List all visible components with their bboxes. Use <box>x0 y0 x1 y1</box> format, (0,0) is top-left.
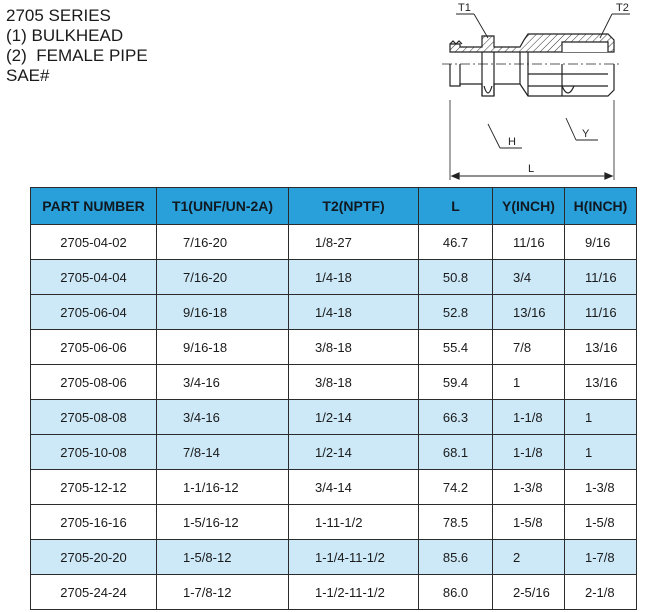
sae-label: SAE# <box>6 66 50 85</box>
cell-part-number: 2705-10-08 <box>31 435 157 470</box>
cell-t2: 1/4-18 <box>289 260 419 295</box>
variant-bulkhead: (1) BULKHEAD <box>6 26 124 45</box>
cell-h: 1 <box>565 400 637 435</box>
cell-l: 52.8 <box>419 295 493 330</box>
cell-t1: 1-5/16-12 <box>157 505 289 540</box>
cell-part-number: 2705-24-24 <box>31 575 157 610</box>
cell-h: 1-7/8 <box>565 540 637 575</box>
cell-l: 78.5 <box>419 505 493 540</box>
cell-l: 50.8 <box>419 260 493 295</box>
cell-t1: 1-7/8-12 <box>157 575 289 610</box>
cell-part-number: 2705-20-20 <box>31 540 157 575</box>
cell-t1: 7/16-20 <box>157 225 289 260</box>
y-label: Y <box>582 128 590 140</box>
cell-y: 13/16 <box>493 295 565 330</box>
cell-t2: 1-1/2-11-1/2 <box>289 575 419 610</box>
cell-t2: 1-1/4-11-1/2 <box>289 540 419 575</box>
table-body <box>31 225 637 610</box>
cell-y: 2-5/16 <box>493 575 565 610</box>
cell-y: 1-1/8 <box>493 435 565 470</box>
column-header-y: Y(INCH) <box>493 188 565 225</box>
cell-t2: 1/2-14 <box>289 435 419 470</box>
cell-y: 1 <box>493 365 565 400</box>
cell-l: 68.1 <box>419 435 493 470</box>
cell-l: 59.4 <box>419 365 493 400</box>
fitting-diagram <box>436 0 652 186</box>
cell-part-number: 2705-06-04 <box>31 295 157 330</box>
table-row <box>31 540 637 575</box>
cell-y: 7/8 <box>493 330 565 365</box>
cell-part-number: 2705-08-08 <box>31 400 157 435</box>
cell-t2: 1-11-1/2 <box>289 505 419 540</box>
h-label: H <box>508 136 516 148</box>
cell-part-number: 2705-12-12 <box>31 470 157 505</box>
cell-h: 11/16 <box>565 260 637 295</box>
l-label: L <box>528 163 535 175</box>
cell-t2: 3/4-14 <box>289 470 419 505</box>
cell-y: 11/16 <box>493 225 565 260</box>
cell-t1: 1-1/16-12 <box>157 470 289 505</box>
cell-y: 1-5/8 <box>493 505 565 540</box>
cell-h: 1-5/8 <box>565 505 637 540</box>
table-row <box>31 435 637 470</box>
cell-t1: 3/4-16 <box>157 365 289 400</box>
column-header-h: H(INCH) <box>565 188 637 225</box>
table-row <box>31 505 637 540</box>
cell-h: 13/16 <box>565 330 637 365</box>
cell-h: 1-3/8 <box>565 470 637 505</box>
table-header-row <box>31 188 637 225</box>
series-header <box>6 6 148 86</box>
cell-l: 46.7 <box>419 225 493 260</box>
cell-l: 86.0 <box>419 575 493 610</box>
spec-table <box>30 187 637 610</box>
series-title: 2705 SERIES <box>6 6 111 25</box>
cell-part-number: 2705-04-04 <box>31 260 157 295</box>
cell-t2: 3/8-18 <box>289 365 419 400</box>
column-header-t2: T2(NPTF) <box>289 188 419 225</box>
cell-part-number: 2705-06-06 <box>31 330 157 365</box>
cell-y: 1-3/8 <box>493 470 565 505</box>
cell-y: 3/4 <box>493 260 565 295</box>
t2-label: T2 <box>616 2 629 14</box>
cell-t2: 1/4-18 <box>289 295 419 330</box>
cell-t1: 3/4-16 <box>157 400 289 435</box>
cell-l: 66.3 <box>419 400 493 435</box>
cell-l: 55.4 <box>419 330 493 365</box>
t1-label: T1 <box>458 2 471 14</box>
cell-h: 9/16 <box>565 225 637 260</box>
cell-h: 2-1/8 <box>565 575 637 610</box>
cell-t2: 1/8-27 <box>289 225 419 260</box>
table-row <box>31 225 637 260</box>
table-row <box>31 575 637 610</box>
cell-t1: 9/16-18 <box>157 295 289 330</box>
table-row <box>31 260 637 295</box>
variant-female-pipe: (2) FEMALE PIPE <box>6 46 148 65</box>
cell-y: 2 <box>493 540 565 575</box>
cell-t2: 3/8-18 <box>289 330 419 365</box>
cell-l: 85.6 <box>419 540 493 575</box>
cell-t1: 1-5/8-12 <box>157 540 289 575</box>
cell-t2: 1/2-14 <box>289 400 419 435</box>
table-row <box>31 330 637 365</box>
cell-y: 1-1/8 <box>493 400 565 435</box>
cell-h: 1 <box>565 435 637 470</box>
column-header-t1: T1(UNF/UN-2A) <box>157 188 289 225</box>
cell-h: 13/16 <box>565 365 637 400</box>
cell-l: 74.2 <box>419 470 493 505</box>
column-header-part-number: PART NUMBER <box>31 188 157 225</box>
cell-t1: 9/16-18 <box>157 330 289 365</box>
column-header-l: L <box>419 188 493 225</box>
table-row <box>31 400 637 435</box>
cell-t1: 7/16-20 <box>157 260 289 295</box>
cell-part-number: 2705-04-02 <box>31 225 157 260</box>
cell-h: 11/16 <box>565 295 637 330</box>
cell-part-number: 2705-16-16 <box>31 505 157 540</box>
cell-t1: 7/8-14 <box>157 435 289 470</box>
table-row <box>31 470 637 505</box>
table-row <box>31 295 637 330</box>
cell-part-number: 2705-08-06 <box>31 365 157 400</box>
table-row <box>31 365 637 400</box>
